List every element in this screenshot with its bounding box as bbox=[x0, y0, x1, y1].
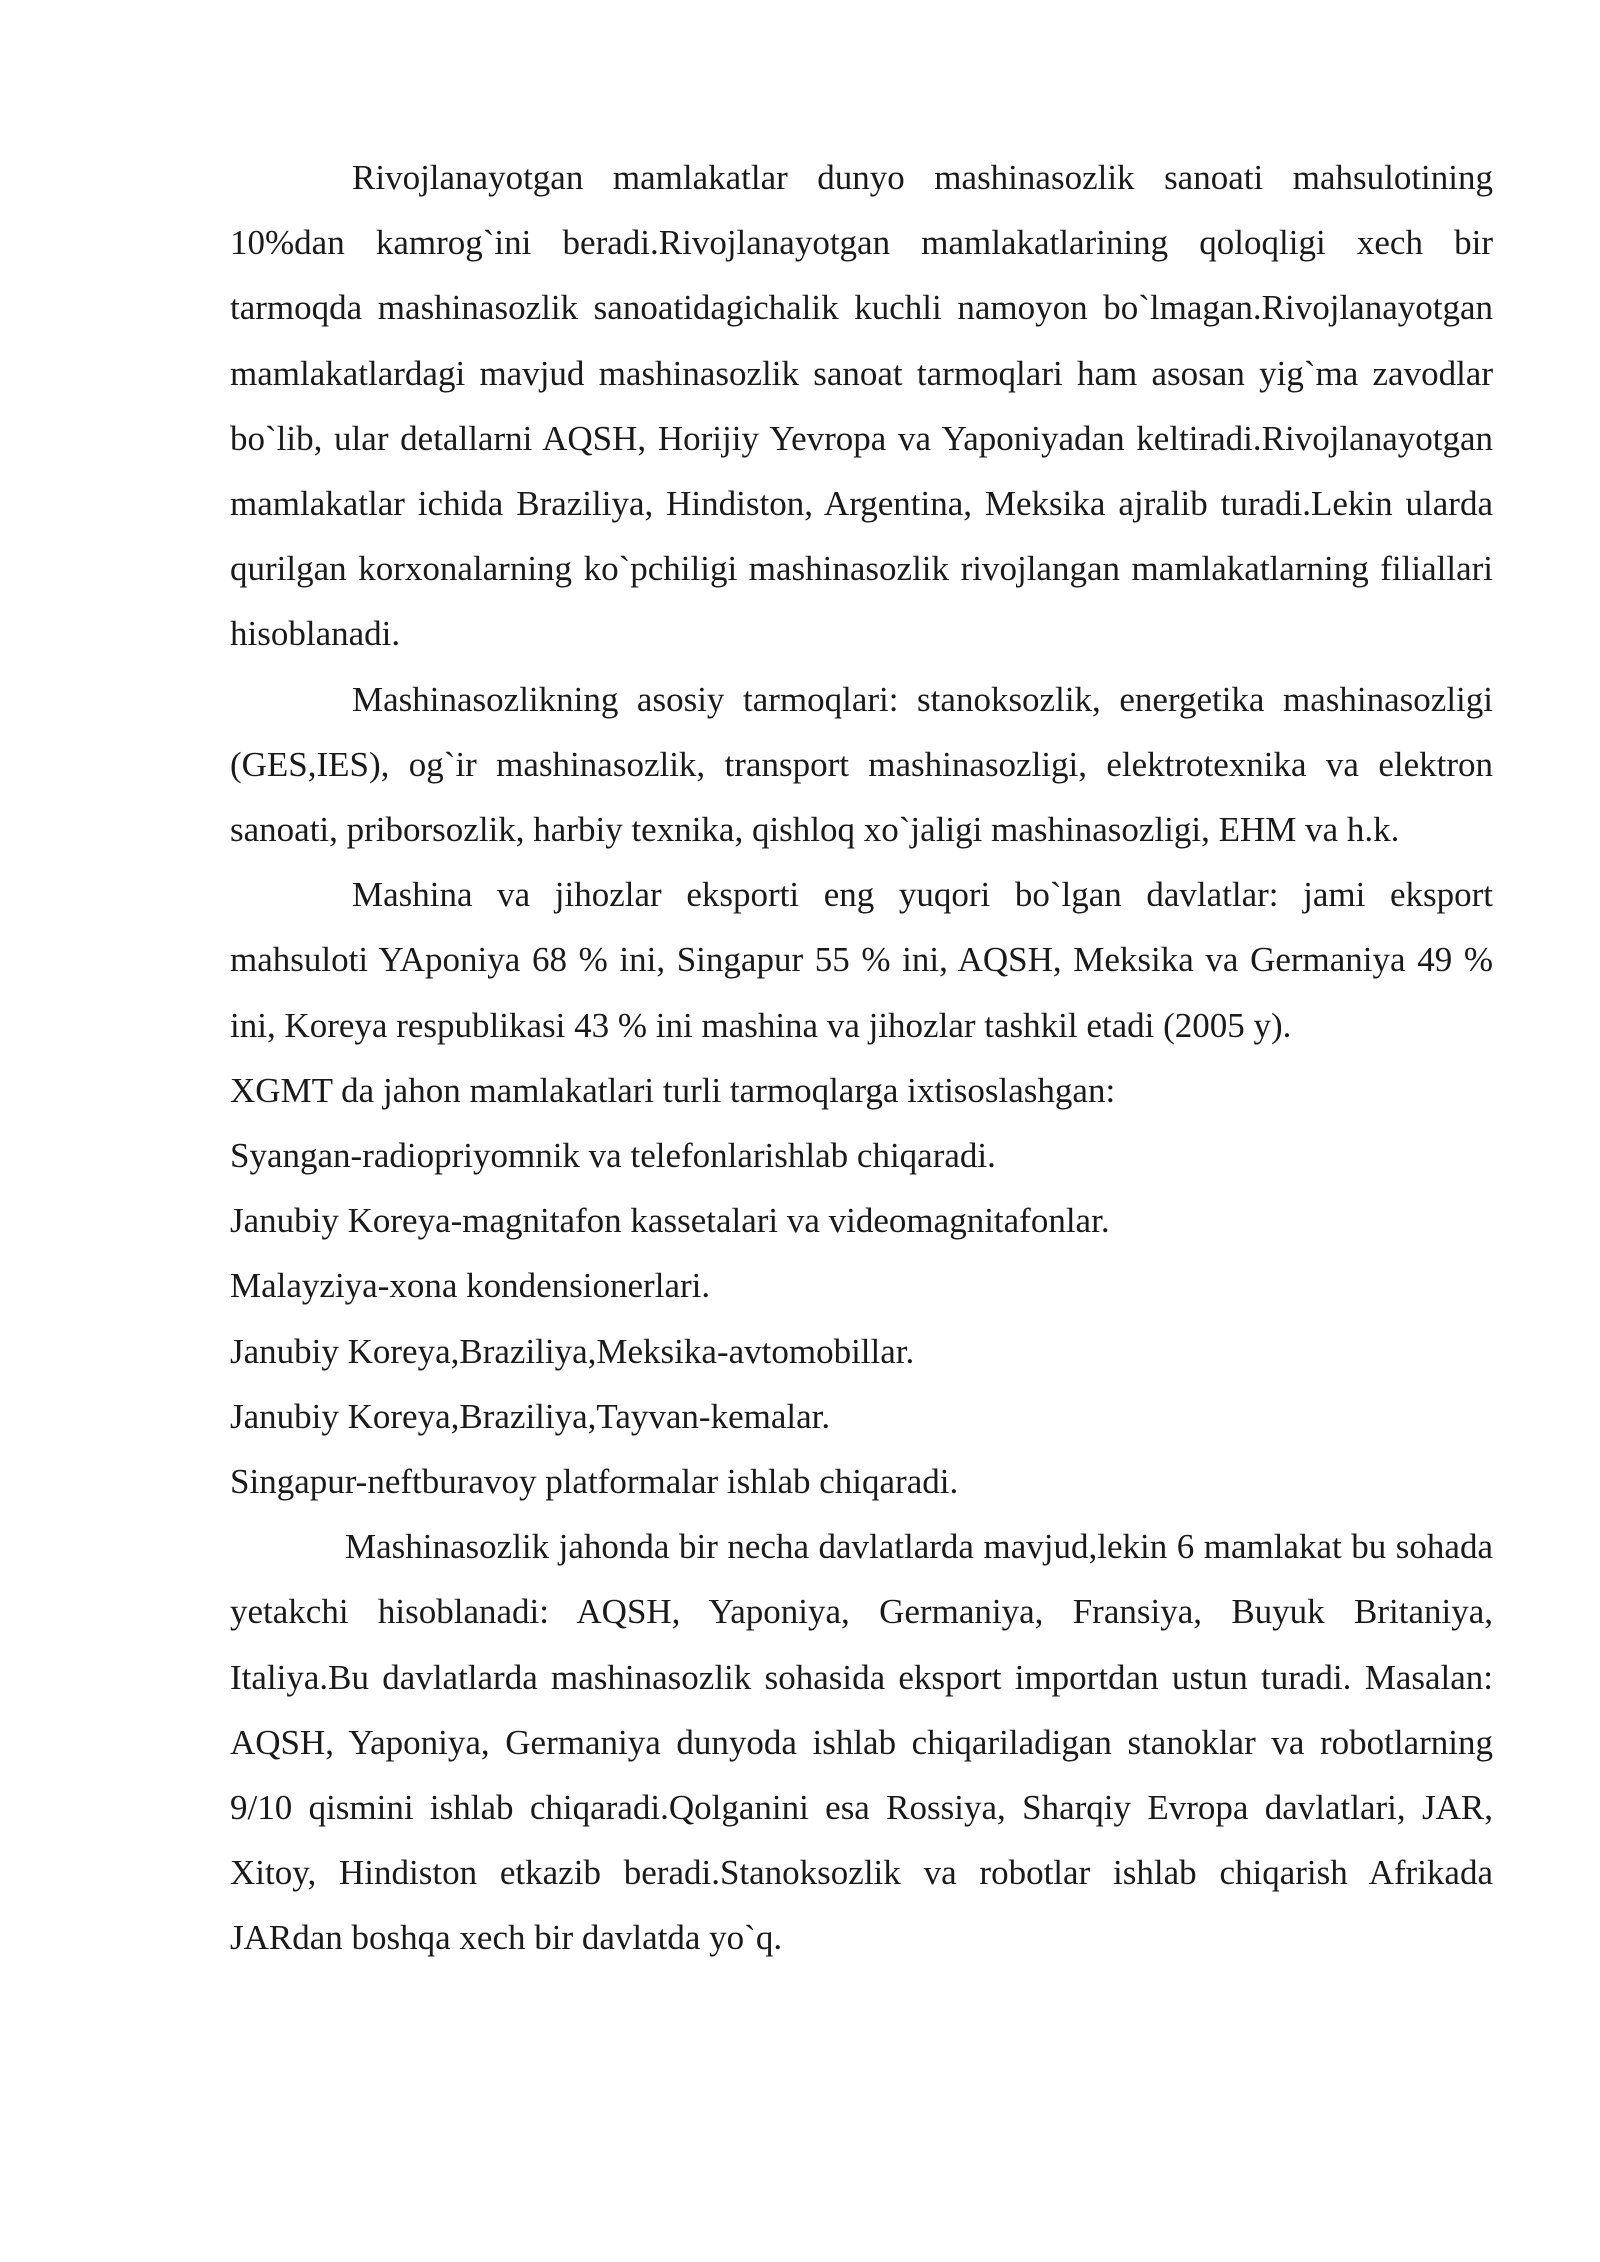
list-line-syangan: Syangan-radiopriyomnik va telefonlarishlab chiqaradi. bbox=[230, 1136, 996, 1176]
list-line-singapore: Singapur-neftburavoy platformalar ishlab chiqaradi. bbox=[230, 1462, 959, 1502]
paragraph-main-branches: Mashinasozlikning asosiy tarmoqlari: stanoksozlik, energetika mashinasozligi (GES,IES), og`ir mashinasozlik, transport mashinasozligi, elektrotexnika va elektron sanoati, priborsozlik, harbiy texnika, qishloq xo`jaligi mashinasozligi, EHM va h.k. bbox=[230, 679, 1493, 850]
paragraph-export-leaders: Mashina va jihozlar eksporti eng yuqori bo`lgan davlatlar: jami eksport mahsuloti YAponiya 68 % ini, Singapur 55 % ini, AQSH, Meksika va Germaniya 49 % ini, Koreya respublikasi 43 % ini mashina va jihozlar tashkil etadi (2005 y). bbox=[230, 875, 1493, 1045]
paragraph-developing-countries: Rivojlanayotgan mamlakatlar dunyo mashinasozlik sanoati mahsulotining 10%dan kamrog`ini beradi.Rivojlanayotgan mamlakatlarining qoloqligi xech bir tarmoqda mashinasozlik sanoatidagichalik kuchli namoyon bo`lmagan.Rivojlanayotgan mamlakatlardagi mavjud mashinasozlik sanoat tarmoqlari ham asosan yig`ma zavodlar bo`lib, ular detallarni AQSH, Horijiy Yevropa va Yaponiyadan keltiradi.Rivojlanayotgan mamlakatlar ichida Braziliya, Hindiston, Argentina, Meksika ajralib turadi.Lekin ularda qurilgan korxonalarning ko`pchiligi mashinasozlik rivojlangan mamlakatlarning filiallari hisoblanadi. bbox=[230, 158, 1493, 654]
list-line-intro: XGMT da jahon mamlakatlari turli tarmoqlarga ixtisoslashgan: bbox=[230, 1070, 1116, 1110]
list-line-malaysia: Malayziya-xona kondensionerlari. bbox=[230, 1266, 711, 1306]
document-page bbox=[230, 145, 1493, 1971]
paragraph-leading-countries: Mashinasozlik jahonda bir necha davlatlarda mavjud,lekin 6 mamlakat bu sohada yetakchi hisoblanadi: AQSH, Yaponiya, Germaniya, Fransiya, Buyuk Britaniya, Italiya.Bu davlatlarda mashinasozlik sohasida eksport importdan ustun turadi. Masalan: AQSH, Yaponiya, Germaniya dunyoda ishlab chiqariladigan stanoklar va robotlarning 9/10 qismini ishlab chiqaradi.Qolganini esa Rossiya, Sharqiy Evropa davlatlari, JAR, Xitoy, Hindiston etkazib beradi.Stanoksozlik va robotlar ishlab chiqarish Afrikada JARdan boshqa xech bir davlatda yo`q. bbox=[230, 1527, 1493, 1958]
list-line-automobiles: Janubiy Koreya,Braziliya,Meksika-avtomobillar. bbox=[230, 1331, 915, 1371]
list-line-korea-cassettes: Janubiy Koreya-magnitafon kassetalari va videomagnitafonlar. bbox=[230, 1201, 1110, 1241]
list-line-ships: Janubiy Koreya,Braziliya,Tayvan-kemalar. bbox=[230, 1396, 831, 1436]
